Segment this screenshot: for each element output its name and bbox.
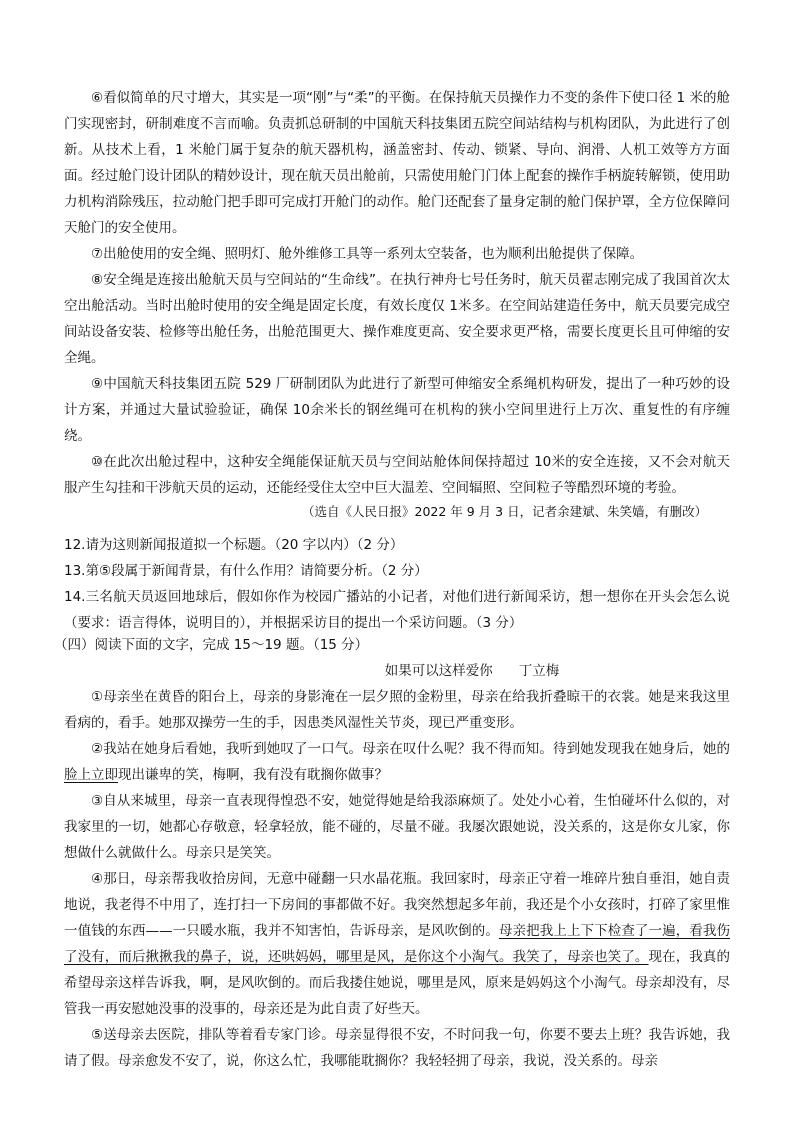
essay-passage: [64, 658, 730, 1074]
questions-block: [64, 532, 730, 636]
section-4-heading: （四）阅读下面的文字，完成 15～19 题。（15 分）: [54, 637, 369, 653]
essay-title: 如果可以这样爱你: [384, 663, 493, 679]
essay-paragraph-4: [64, 866, 730, 1022]
essay-paragraph-4-part-b: 现在，我真的希望母亲这样告诉我，啊，是风吹倒的。而后我搂住她说，哪里是风，原来是妈妈这个小淘气。母亲却没有，尽管我一再安慰她没事的没事的，母亲还是为此自责了好些天。: [64, 949, 730, 1017]
paragraph-8: ⑧安全绳是连接出舱航天员与空间站的“生命线”。在执行神舟七号任务时，航天员翟志刚完成了我国首次太空出舱活动。当时出舱时使用的安全绳是固定长度，有效长度仅 1米多。在空间站建造任务中，航天员要完成空间站设备安装、检修等出舱任务，出舱范围更大、操作难度更高、安全要求更严格，需要长度更长且可伸缩的安全绳。: [64, 272, 730, 366]
essay-paragraph-2-underlined: 脸上立即: [64, 767, 118, 783]
essay-paragraph-3: ③自从来城里，母亲一直表现得惶恐不安，她觉得她是给我添麻烦了。处处小心着，生怕碰坏什么似的，对我家里的一切，她都心存敬意，轻拿轻放，能不碰的，尽量不碰。我屡次跟她说，没关系的，这是你女儿家，你想做什么就做什么。母亲只是笑笑。: [64, 793, 730, 861]
essay-paragraph-4-underlined: 母亲把我上上下下检查了一遍，看我伤了没有，而后揪揪我的鼻子，说，还哄妈妈，哪里是风，是你这个小淘气。我笑了，母亲也笑了。: [64, 923, 731, 965]
essay-paragraph-2-part-b: 现出谦卑的笑，梅啊，我有没有耽搁你做事？: [118, 767, 388, 783]
essay-author: 丁立梅: [518, 663, 560, 679]
essay-paragraph-5: ⑤送母亲去医院，排队等着看专家门诊。母亲显得很不安，不时问我一句，你要不要去上班？我告诉她，我请了假。母亲愈发不安了，说，你这么忙，我哪能耽搁你？我轻轻拥了母亲，我说，没关系的。母亲: [64, 1027, 730, 1069]
essay-paragraph-1: ①母亲坐在黄昏的阳台上，母亲的身影淹在一层夕照的金粉里，母亲在给我折叠晾干的衣裳。她是来我这里看病的，看手。她那双操劳一生的手，因患类风湿性关节炎，现已严重变形。: [64, 689, 730, 731]
paragraph-6: ⑥看似简单的尺寸增大，其实是一项“刚”与“柔”的平衡。在保持航天员操作力不变的条件下使口径 1 米的舱门实现密封，研制难度不言而喻。负责抓总研制的中国航天科技集团五院空间站结构与机构团队，为此进行了创新。从技术上看，1 米舱门属于复杂的航天器机构，涵盖密封、传动、锁紧、导向、润滑、人机工效等方方面面。经过舱门设计团队的精妙设计，现在航天员出舱前，只需使用舱门门体上配套的操作手柄旋转解锁，使用助力机构消除残压，拉动舱门把手即可完成打开舱门的动作。舱门还配套了量身定制的舱门保护罩，全方位保障问天舱门的安全使用。: [64, 90, 730, 236]
question-14: 14.三名航天员返回地球后，假如你作为校园广播站的小记者，对他们进行新闻采访，想一想你在开头会怎么说（要求：语言得体，说明目的），并根据采访目的提出一个采访问题。（3 分）: [64, 589, 730, 631]
paragraph-9: ⑨中国航天科技集团五院 529 厂研制团队为此进行了新型可伸缩安全系绳机构研发，提出了一种巧妙的设计方案，并通过大量试验验证，确保 10余米长的钢丝绳可在机构的狭小空间里进行上万次、重复性的有序缠绕。: [64, 376, 730, 444]
paragraph-10: ⑩在此次出舱过程中，这种安全绳能保证航天员与空间站舱体间保持超过 10米的安全连接，又不会对航天服产生勾挂和干涉航天员的运动，还能经受住太空中巨大温差、空间辐照、空间粒子等酷烈环境的考验。: [64, 454, 730, 496]
paragraph-7: ⑦出舱使用的安全绳、照明灯、舱外维修工具等一系列太空装备，也为顺利出舱提供了保障。: [91, 246, 644, 262]
section-4-heading-wrap: [54, 632, 730, 658]
essay-paragraph-2: [64, 736, 730, 788]
essay-title-line: [64, 658, 730, 684]
news-passage-continued: [64, 85, 730, 523]
essay-paragraph-4-part-a: ④那日，母亲帮我收拾房间，无意中碰翻一只水晶花瓶。我回家时，母亲正守着一堆碎片独自垂泪，她自责地说，我老得不中用了，连打扫一下房间的事都做不好。我突然想起多年前，我还是个小女孩时，打碎了家里惟一值钱的东西——一只暖水瓶，我并不知害怕，告诉母亲，是风吹倒的。: [64, 871, 730, 939]
question-13: 13.第⑤段属于新闻背景，有什么作用？请简要分析。（2 分）: [64, 563, 428, 579]
question-12: 12.请为这则新闻报道拟一个标题。（20 字以内）（2 分）: [64, 537, 404, 553]
source-citation: （选自《人民日报》2022 年 9 月 3 日，记者余建斌、朱笑嫱，有删改）: [302, 504, 708, 519]
essay-paragraph-2-part-a: ②我站在她身后看她，我听到她叹了一口气。母亲在叹什么呢？我不得而知。待到她发现我在她身后，她的: [91, 741, 730, 757]
